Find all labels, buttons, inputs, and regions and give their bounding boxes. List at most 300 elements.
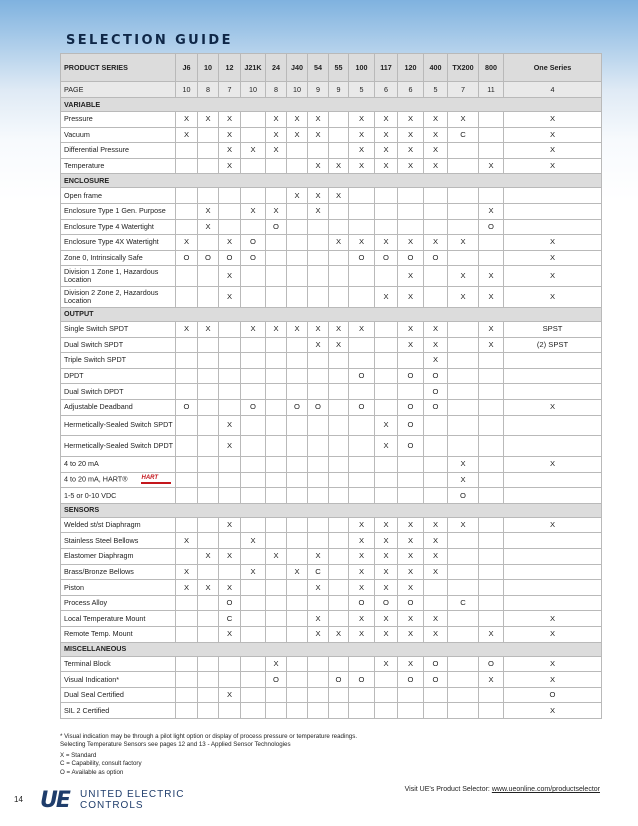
table-cell: X [398, 656, 424, 672]
table-cell: O [375, 250, 398, 266]
page-cell: 5 [424, 82, 448, 98]
table-cell: X [349, 235, 375, 251]
table-cell [219, 219, 241, 235]
row-label-text: DPDT [64, 371, 84, 381]
table-cell [448, 672, 479, 688]
table-cell [479, 415, 504, 436]
table-cell [448, 337, 479, 353]
legend-o-option: O = Available as option [60, 768, 124, 776]
table-cell: X [479, 337, 504, 353]
table-cell: X [375, 158, 398, 174]
series-header-100: 100 [349, 54, 375, 82]
row-label-division-1-zone-1-hazardous-location [61, 266, 176, 287]
table-cell: X [398, 611, 424, 627]
table-cell [219, 399, 241, 415]
table-cell: C [448, 127, 479, 143]
table-cell [329, 143, 349, 159]
row-label-text: Terminal Block [64, 658, 111, 668]
table-cell: X [308, 203, 329, 219]
table-cell [424, 703, 448, 719]
table-cell [479, 611, 504, 627]
table-cell [241, 337, 266, 353]
table-cell [448, 368, 479, 384]
table-cell: X [266, 656, 287, 672]
table-cell [375, 672, 398, 688]
row-label-triple-switch-spdt [61, 353, 176, 369]
table-row [61, 564, 602, 580]
table-cell [176, 687, 198, 703]
table-cell [198, 384, 219, 400]
table-row [61, 337, 602, 353]
table-cell [198, 488, 219, 504]
page-label: PAGE [61, 82, 176, 98]
table-cell: X [375, 436, 398, 457]
table-cell [448, 158, 479, 174]
table-cell [448, 143, 479, 159]
section-title: SENSORS [61, 503, 602, 517]
table-cell: X [308, 337, 329, 353]
table-cell [241, 219, 266, 235]
table-cell [287, 337, 308, 353]
table-cell: C [448, 595, 479, 611]
table-row [61, 353, 602, 369]
table-cell: X [479, 672, 504, 688]
table-cell [398, 703, 424, 719]
table-cell [349, 384, 375, 400]
row-label-text: Remote Temp. Mount [64, 629, 133, 639]
table-cell [266, 687, 287, 703]
table-cell: X [479, 627, 504, 643]
table-cell [266, 266, 287, 287]
table-cell [219, 188, 241, 204]
table-cell [219, 672, 241, 688]
table-cell [266, 188, 287, 204]
series-header-j21k: J21K [241, 54, 266, 82]
table-cell: X [241, 564, 266, 580]
table-cell: X [398, 112, 424, 128]
row-label-text: Brass/Bronze Bellows [64, 566, 134, 576]
table-cell [479, 368, 504, 384]
table-cell [266, 436, 287, 457]
page-cell: 10 [287, 82, 308, 98]
section-header-output [61, 307, 602, 321]
table-cell [198, 399, 219, 415]
table-cell: X [266, 549, 287, 565]
table-cell [308, 472, 329, 488]
page-cell: 10 [176, 82, 198, 98]
table-cell [349, 219, 375, 235]
row-label-piston [61, 580, 176, 596]
table-cell [198, 517, 219, 533]
table-cell [479, 384, 504, 400]
table-cell: X [349, 321, 375, 337]
table-cell [287, 457, 308, 473]
table-cell [176, 158, 198, 174]
table-cell [266, 457, 287, 473]
hart-logo-bar [141, 482, 171, 484]
table-cell [266, 353, 287, 369]
table-cell: X [424, 627, 448, 643]
table-cell [266, 472, 287, 488]
table-cell: X [504, 399, 602, 415]
table-cell [479, 564, 504, 580]
row-label-text: Elastomer Diaphragm [64, 551, 134, 561]
table-cell [241, 353, 266, 369]
table-cell: X [308, 112, 329, 128]
company-logo [40, 789, 200, 813]
table-cell: X [479, 287, 504, 308]
table-cell: X [308, 321, 329, 337]
table-cell: X [504, 611, 602, 627]
page-cell: 4 [504, 82, 602, 98]
table-cell: X [375, 580, 398, 596]
table-cell: X [504, 158, 602, 174]
table-cell: X [375, 112, 398, 128]
table-cell [448, 203, 479, 219]
footnotes [60, 733, 357, 777]
row-label-process-alloy [61, 595, 176, 611]
table-row [61, 533, 602, 549]
table-cell [176, 627, 198, 643]
series-header-j40: J40 [287, 54, 308, 82]
table-cell: X [219, 127, 241, 143]
table-cell [308, 368, 329, 384]
section-title: ENCLOSURE [61, 174, 602, 188]
table-cell [219, 488, 241, 504]
table-cell [308, 266, 329, 287]
table-cell [219, 457, 241, 473]
table-cell: X [375, 235, 398, 251]
row-label-dpdt [61, 368, 176, 384]
table-cell [198, 564, 219, 580]
hart-logo [141, 475, 171, 484]
table-cell [241, 656, 266, 672]
table-cell: O [398, 250, 424, 266]
table-cell [176, 143, 198, 159]
row-label-text: Open frame [64, 190, 102, 200]
table-cell: X [287, 112, 308, 128]
row-label-welded-st-st-diaphragm [61, 517, 176, 533]
table-cell [287, 595, 308, 611]
table-cell [176, 219, 198, 235]
table-cell: O [349, 672, 375, 688]
table-cell [198, 656, 219, 672]
section-title: OUTPUT [61, 307, 602, 321]
table-cell: X [349, 112, 375, 128]
table-row [61, 472, 602, 488]
table-cell [504, 188, 602, 204]
row-label-stainless-steel-bellows [61, 533, 176, 549]
logo-line-1: UNITED ELECTRIC [80, 789, 185, 800]
page-cell: 7 [219, 82, 241, 98]
table-cell [329, 203, 349, 219]
table-cell [329, 368, 349, 384]
table-cell [448, 415, 479, 436]
row-label-text: Pressure [64, 114, 93, 124]
table-cell [448, 656, 479, 672]
table-cell [308, 703, 329, 719]
row-label-vacuum [61, 127, 176, 143]
table-cell [219, 533, 241, 549]
table-cell [219, 353, 241, 369]
table-cell: X [398, 287, 424, 308]
table-cell [308, 235, 329, 251]
section-header-enclosure [61, 174, 602, 188]
table-cell: X [448, 517, 479, 533]
table-cell: C [219, 611, 241, 627]
table-row [61, 143, 602, 159]
table-row [61, 112, 602, 128]
table-cell: X [424, 353, 448, 369]
table-cell [241, 627, 266, 643]
table-cell: O [424, 399, 448, 415]
row-label-text: Dual Seal Certified [64, 690, 124, 700]
table-cell [448, 580, 479, 596]
table-cell [266, 533, 287, 549]
table-cell [349, 353, 375, 369]
table-cell [287, 250, 308, 266]
table-cell: X [287, 127, 308, 143]
table-cell [287, 611, 308, 627]
table-cell [241, 549, 266, 565]
table-cell [329, 250, 349, 266]
table-cell: X [198, 321, 219, 337]
table-cell: O [349, 368, 375, 384]
table-cell: X [287, 188, 308, 204]
table-cell [329, 687, 349, 703]
table-cell [198, 127, 219, 143]
table-cell [308, 687, 329, 703]
table-cell: O [241, 399, 266, 415]
table-cell [329, 127, 349, 143]
table-cell [375, 457, 398, 473]
table-cell [329, 564, 349, 580]
table-cell [308, 384, 329, 400]
row-label-text: Division 1 Zone 1, Hazardous Location [64, 267, 159, 285]
section-header-sensors [61, 503, 602, 517]
table-cell [198, 436, 219, 457]
row-label-text: Hermetically-Sealed Switch DPDT [64, 441, 174, 451]
table-cell: O [198, 250, 219, 266]
table-cell: X [479, 266, 504, 287]
table-cell [287, 517, 308, 533]
table-cell [424, 219, 448, 235]
table-cell: X [349, 127, 375, 143]
table-cell: X [198, 219, 219, 235]
table-row [61, 627, 602, 643]
table-cell: O [479, 219, 504, 235]
footnote-visual-indication: * Visual indication may be through a pilot light option or display of process pressure or temperature readings. [60, 733, 358, 740]
table-cell [266, 580, 287, 596]
table-cell: X [266, 127, 287, 143]
table-cell [219, 384, 241, 400]
table-cell: O [349, 250, 375, 266]
table-cell: X [504, 703, 602, 719]
table-cell: X [424, 564, 448, 580]
table-cell [287, 549, 308, 565]
table-cell: X [176, 564, 198, 580]
table-row [61, 250, 602, 266]
row-label-division-2-zone-2-hazardous-location [61, 287, 176, 308]
table-cell [219, 656, 241, 672]
row-label-hermetically-sealed-switch-spdt [61, 415, 176, 436]
table-cell [198, 266, 219, 287]
table-cell: X [375, 533, 398, 549]
table-row [61, 703, 602, 719]
table-cell [287, 703, 308, 719]
table-cell: X [448, 235, 479, 251]
table-cell: X [241, 533, 266, 549]
table-cell [266, 611, 287, 627]
row-label-text: Single Switch SPDT [64, 324, 129, 334]
table-cell [448, 219, 479, 235]
row-label-text: 4 to 20 mA [64, 459, 99, 469]
table-cell [241, 488, 266, 504]
table-cell [448, 703, 479, 719]
table-cell: X [349, 564, 375, 580]
table-cell: O [398, 436, 424, 457]
table-cell: X [219, 580, 241, 596]
table-cell [287, 203, 308, 219]
row-label-temperature [61, 158, 176, 174]
table-cell [329, 580, 349, 596]
series-header-tx200: TX200 [448, 54, 479, 82]
table-cell [198, 235, 219, 251]
table-cell: O [424, 250, 448, 266]
table-cell [349, 687, 375, 703]
table-cell [448, 384, 479, 400]
table-cell [504, 353, 602, 369]
row-label-1-5-or-0-10-vdc [61, 488, 176, 504]
table-cell: X [219, 266, 241, 287]
table-cell [398, 203, 424, 219]
table-cell: X [198, 580, 219, 596]
table-cell: X [504, 517, 602, 533]
table-cell: X [504, 250, 602, 266]
series-header-j6: J6 [176, 54, 198, 82]
table-cell: X [504, 627, 602, 643]
table-cell: X [349, 533, 375, 549]
table-cell: X [349, 627, 375, 643]
table-cell [329, 533, 349, 549]
table-cell [329, 112, 349, 128]
table-cell [308, 488, 329, 504]
table-cell [176, 595, 198, 611]
table-cell: X [219, 287, 241, 308]
series-header-120: 120 [398, 54, 424, 82]
table-row [61, 188, 602, 204]
table-cell: X [266, 112, 287, 128]
table-cell [375, 353, 398, 369]
table-cell: O [241, 235, 266, 251]
table-cell [198, 533, 219, 549]
table-cell [176, 656, 198, 672]
series-header-10: 10 [198, 54, 219, 82]
table-cell [219, 203, 241, 219]
table-cell [287, 384, 308, 400]
table-cell [349, 472, 375, 488]
table-cell [398, 353, 424, 369]
table-cell: O [479, 656, 504, 672]
table-cell [329, 595, 349, 611]
row-label-elastomer-diaphragm [61, 549, 176, 565]
row-label-text: Piston [64, 582, 84, 592]
table-cell [329, 472, 349, 488]
section-header-variable [61, 98, 602, 112]
table-cell [479, 353, 504, 369]
product-selector-link[interactable]: www.ueonline.com/productselector [491, 786, 600, 793]
table-cell [266, 287, 287, 308]
table-cell: O [219, 250, 241, 266]
table-cell: X [479, 203, 504, 219]
table-cell [176, 287, 198, 308]
table-cell [241, 703, 266, 719]
table-row [61, 580, 602, 596]
table-cell [198, 611, 219, 627]
row-label-text: Local Temperature Mount [64, 613, 146, 623]
table-cell: X [504, 457, 602, 473]
table-cell: X [219, 549, 241, 565]
table-cell [375, 368, 398, 384]
table-cell [308, 533, 329, 549]
row-label-differential-pressure [61, 143, 176, 159]
table-cell [287, 353, 308, 369]
table-cell [308, 517, 329, 533]
table-cell: X [504, 143, 602, 159]
table-cell [308, 219, 329, 235]
table-cell: X [219, 235, 241, 251]
table-cell [504, 203, 602, 219]
table-cell: SPST [504, 321, 602, 337]
table-cell: X [375, 656, 398, 672]
table-cell [398, 488, 424, 504]
footnote-temperature-sensors: Selecting Temperature Sensors see pages 12 and 13 - Applied Sensor Technologies [60, 741, 291, 749]
table-cell [504, 415, 602, 436]
table-cell: O [424, 656, 448, 672]
table-cell: X [424, 143, 448, 159]
visit-prefix: Visit UE's Product Selector: [404, 786, 492, 793]
page-title: SELECTION GUIDE [66, 33, 233, 48]
table-cell [329, 549, 349, 565]
table-cell: O [349, 595, 375, 611]
table-cell [479, 399, 504, 415]
table-cell [349, 266, 375, 287]
table-cell: X [266, 321, 287, 337]
row-label-text: SIL 2 Certified [64, 705, 110, 715]
table-cell [329, 517, 349, 533]
table-cell: O [176, 250, 198, 266]
table-cell: X [176, 127, 198, 143]
table-cell [266, 564, 287, 580]
table-cell [448, 353, 479, 369]
table-cell [329, 266, 349, 287]
table-cell: X [504, 127, 602, 143]
table-cell: X [349, 549, 375, 565]
row-label-enclosure-type-1-gen-purpose [61, 203, 176, 219]
table-cell: X [424, 549, 448, 565]
table-cell [349, 188, 375, 204]
table-row [61, 457, 602, 473]
table-cell [424, 580, 448, 596]
table-cell: X [398, 266, 424, 287]
series-header-400: 400 [424, 54, 448, 82]
table-cell [219, 703, 241, 719]
table-cell [329, 287, 349, 308]
table-cell [287, 656, 308, 672]
table-row [61, 287, 602, 308]
table-cell [198, 457, 219, 473]
table-cell [308, 595, 329, 611]
